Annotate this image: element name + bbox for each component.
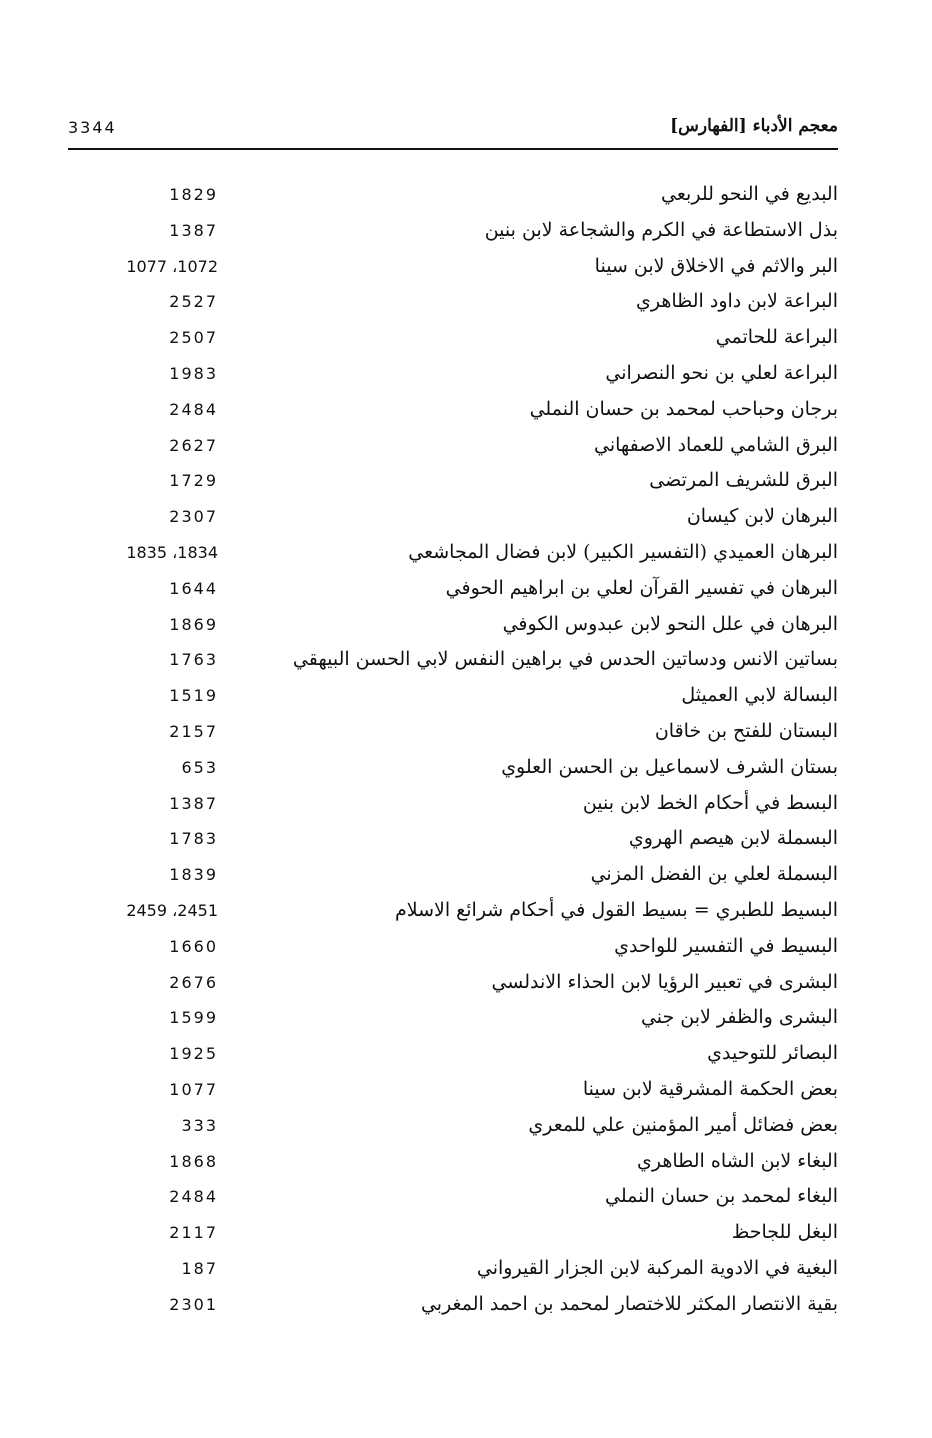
entry-title: بذل الاستطاعة في الكرم والشجاعة لابن بنين xyxy=(484,218,838,241)
index-entry xyxy=(68,750,838,786)
entry-page-numbers: 2507 xyxy=(169,328,218,348)
entry-title: البصائر للتوحيدي xyxy=(707,1042,838,1065)
entry-title: البغاء لابن الشاه الطاهري xyxy=(637,1149,838,1172)
entry-page-numbers: 1763 xyxy=(169,650,218,670)
index-entry xyxy=(68,1000,838,1036)
entry-title: البرهان لابن كيسان xyxy=(686,505,838,528)
entry-title: البغاء لمحمد بن حسان النملي xyxy=(605,1185,838,1208)
entry-page-numbers: 2301 xyxy=(169,1294,218,1314)
entry-title: البرق للشريف المرتضى xyxy=(649,469,838,492)
entry-page-numbers: 333 xyxy=(181,1115,218,1135)
index-entry xyxy=(68,428,838,464)
entry-page-numbers: 1869 xyxy=(169,614,218,634)
entry-page-numbers: 1839 xyxy=(169,865,218,885)
index-entry xyxy=(68,320,838,356)
index-entry xyxy=(68,1108,838,1144)
index-entry xyxy=(68,929,838,965)
entry-page-numbers: 1519 xyxy=(169,686,218,706)
entry-title: بساتين الانس ودساتين الحدس في براهين النفس لابي الحسن البيهقي xyxy=(292,648,838,671)
index-entry xyxy=(68,678,838,714)
entry-page-numbers: 1072، 1077 xyxy=(126,256,218,276)
entry-page-numbers: 2527 xyxy=(169,292,218,312)
entry-page-numbers: 2157 xyxy=(169,721,218,741)
entry-page-numbers: 2627 xyxy=(169,435,218,455)
index-entry xyxy=(68,893,838,929)
entry-page-numbers: 1644 xyxy=(169,578,218,598)
entry-page-numbers: 2484 xyxy=(169,1187,218,1207)
index-entry xyxy=(68,786,838,822)
index-entry xyxy=(68,1144,838,1180)
index-entry xyxy=(68,249,838,285)
entry-page-numbers: 1387 xyxy=(169,220,218,240)
entry-title: البرهان في تفسير القرآن لعلي بن ابراهيم الحوفي xyxy=(445,576,838,599)
entry-title: البسالة لابي العميثل xyxy=(681,684,838,707)
index-entry xyxy=(68,535,838,571)
entry-page-numbers: 1868 xyxy=(169,1151,218,1171)
entry-title: بعض فضائل أمير المؤمنين علي للمعري xyxy=(528,1113,838,1136)
index-entry xyxy=(68,1072,838,1108)
entry-page-numbers: 2484 xyxy=(169,399,218,419)
index-entry xyxy=(68,642,838,678)
index-entry xyxy=(68,463,838,499)
entry-title: البسيط في التفسير للواحدي xyxy=(614,934,838,957)
entry-title: البشرى في تعبير الرؤيا لابن الحذاء الاندلسي xyxy=(491,970,838,993)
entry-title: البرهان العميدي (التفسير الكبير) لابن فضال المجاشعي xyxy=(408,540,838,563)
entry-title: البسط في أحكام الخط لابن بنين xyxy=(582,791,838,814)
entry-page-numbers: 1660 xyxy=(169,936,218,956)
entry-title: البسملة لعلي بن الفضل المزني xyxy=(590,863,838,886)
entry-page-numbers: 2451، 2459 xyxy=(126,900,218,920)
entry-page-numbers: 1829 xyxy=(169,185,218,204)
page-number: 3344 xyxy=(68,118,117,137)
entry-title: البغل للجاحظ xyxy=(731,1221,838,1244)
entry-title: البرهان في علل النحو لابن عبدوس الكوفي xyxy=(502,612,838,635)
entry-page-numbers: 653 xyxy=(181,757,218,777)
entry-page-numbers: 1925 xyxy=(169,1044,218,1064)
index-entry xyxy=(68,499,838,535)
entry-page-numbers: 1983 xyxy=(169,363,218,383)
index-entry xyxy=(68,1036,838,1072)
entry-title: البراعة لابن داود الظاهري xyxy=(636,290,838,313)
index-entry xyxy=(68,571,838,607)
index-entry xyxy=(68,284,838,320)
entry-page-numbers: 2307 xyxy=(169,507,218,527)
index-list xyxy=(68,177,838,1323)
entry-page-numbers: 2117 xyxy=(169,1223,218,1243)
index-entry xyxy=(68,213,838,249)
index-entry xyxy=(68,1215,838,1251)
entry-page-numbers: 1387 xyxy=(169,793,218,813)
entry-title: البرق الشامي للعماد الاصفهاني xyxy=(594,433,838,456)
entry-page-numbers: 1077 xyxy=(169,1079,218,1099)
entry-page-numbers: 1729 xyxy=(169,471,218,491)
entry-page-numbers: 1599 xyxy=(169,1008,218,1028)
entry-page-numbers: 2676 xyxy=(169,972,218,992)
page-header xyxy=(68,112,838,146)
entry-title: البشرى والظفر لابن جني xyxy=(640,1006,838,1029)
entry-title: البستان للفتح بن خاقان xyxy=(654,719,838,742)
entry-title: بستان الشرف لاسماعيل بن الحسن العلوي xyxy=(501,755,838,778)
entry-title: البراعة للحاتمي xyxy=(715,326,838,349)
index-entry xyxy=(68,1251,838,1287)
header-divider xyxy=(68,148,838,150)
index-entry xyxy=(68,857,838,893)
index-entry xyxy=(68,177,838,213)
entry-title: البسملة لابن هيصم الهروي xyxy=(628,827,838,850)
index-entry xyxy=(68,607,838,643)
entry-title: البديع في النحو للربعي xyxy=(661,183,838,205)
entry-page-numbers: 187 xyxy=(181,1258,218,1278)
index-entry xyxy=(68,714,838,750)
running-title: معجم الأدباء [الفهارس] xyxy=(670,116,838,136)
entry-title: البراعة لعلي بن نحو النصراني xyxy=(605,361,838,384)
entry-title: برجان وحباحب لمحمد بن حسان النملي xyxy=(529,397,838,420)
entry-page-numbers: 1783 xyxy=(169,829,218,849)
entry-title: بقية الانتصار المكثر للاختصار لمحمد بن احمد المغربي xyxy=(420,1292,838,1315)
entry-title: البغية في الادوية المركبة لابن الجزار القيرواني xyxy=(476,1256,838,1279)
index-entry xyxy=(68,965,838,1001)
entry-title: البر والاثم في الاخلاق لابن سينا xyxy=(594,254,838,277)
index-entry xyxy=(68,1287,838,1323)
entry-title: بعض الحكمة المشرقية لابن سينا xyxy=(582,1077,838,1100)
index-entry xyxy=(68,356,838,392)
index-entry xyxy=(68,1179,838,1215)
entry-title: البسيط للطبري = بسيط القول في أحكام شرائع الاسلام xyxy=(394,898,838,921)
entry-page-numbers: 1834، 1835 xyxy=(126,542,218,562)
index-entry xyxy=(68,821,838,857)
index-entry xyxy=(68,392,838,428)
